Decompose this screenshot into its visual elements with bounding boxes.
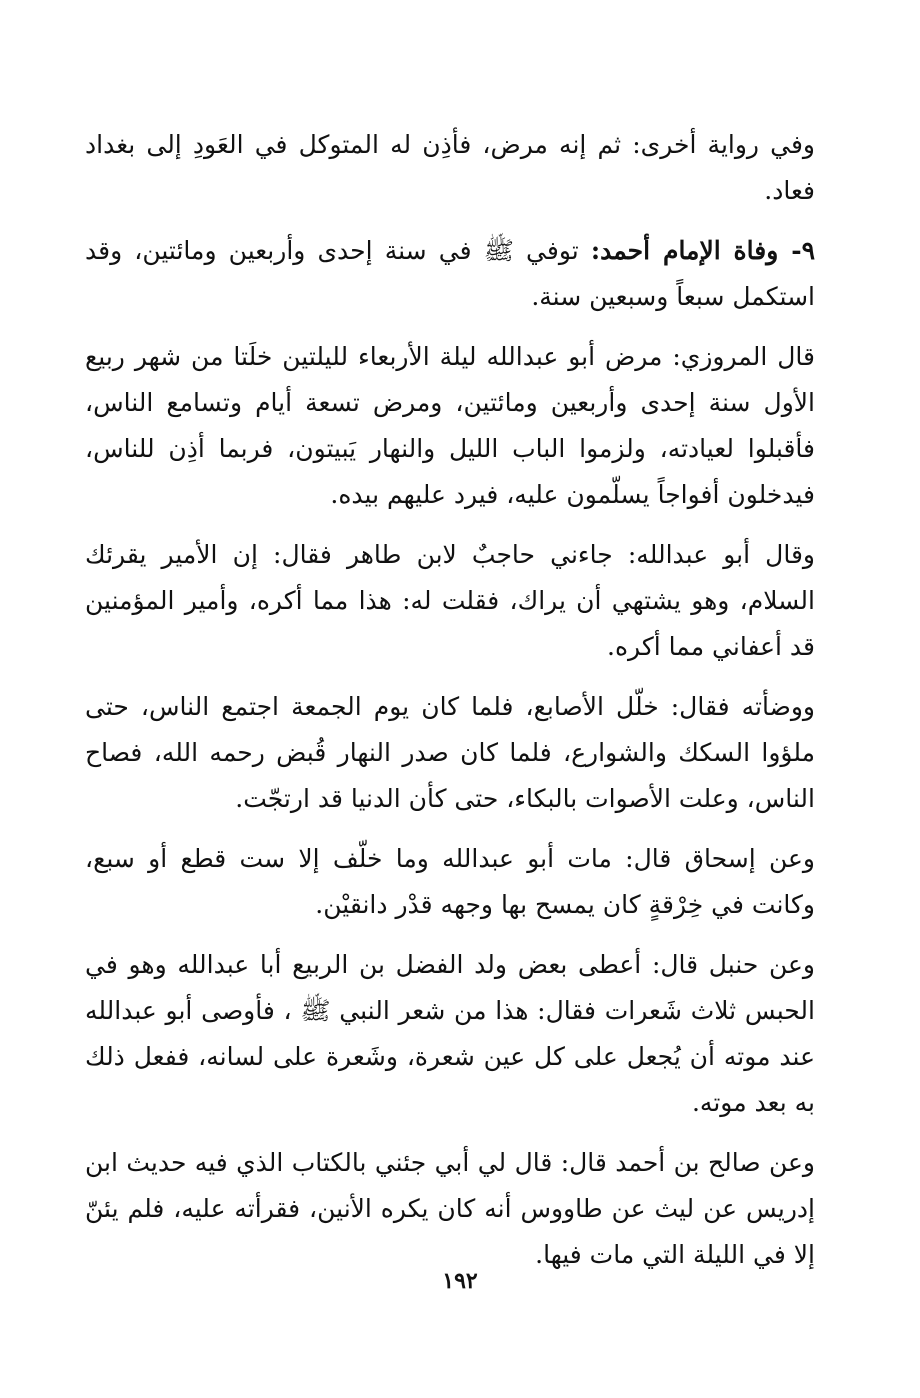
paragraph-text: وعن حنبل قال: أعطى بعض ولد الفضل بن الربيع أبا عبدالله وهو في الحبس ثلاث شَعرات فقال: هذا من شعر النبي ﷺ ، فأوصى أبو عبدالله عند موته أن يُجعل على كل عين شعرة، وشَعرة على لسانه، ففعل ذلك به بعد موته. [85,950,815,1117]
paragraph-ishaq [85,836,815,928]
paragraph-other-narration [85,122,815,214]
paragraph-ablution [85,684,815,822]
paragraph-hanbal [85,942,815,1126]
paragraph-text: وعن صالح بن أحمد قال: قال لي أبي جئني بالكتاب الذي فيه حديث ابن إدريس عن ليث عن طاووس أنه كان يكره الأنين، فقرأته عليه، فلم يئنّ إلا في الليلة التي مات فيها. [85,1148,815,1269]
page-number: ١٩٢ [442,1268,478,1294]
paragraph-text: قال المروزي: مرض أبو عبدالله ليلة الأربعاء لليلتين خلَتا من شهر ربيع الأول سنة إحدى وأربعين ومائتين، ومرض تسعة أيام وتسامع الناس، فأقبلوا لعيادته، ولزموا الباب الليل والنهار يَبيتون، فربما أذِن للناس، فيدخلون أفواجاً يسلّمون عليه، فيرد عليهم بيده. [85,342,815,509]
paragraph-death-of-imam-ahmad [85,228,815,320]
paragraph-marwazi [85,334,815,518]
paragraph-salih-ibn-ahmad [85,1140,815,1278]
paragraph-text: وفي رواية أخرى: ثم إنه مرض، فأذِن له المتوكل في العَودِ إلى بغداد فعاد. [85,130,815,205]
section-heading: ٩- وفاة الإمام أحمد: [590,236,816,265]
page-body [85,122,815,1292]
paragraph-text: ووضأته فقال: خلّل الأصابع، فلما كان يوم الجمعة اجتمع الناس، حتى ملؤوا السكك والشوارع، فلما كان صدر النهار قُبض رحمه الله، فصاح الناس، وعلت الأصوات بالبكاء، حتى كأن الدنيا قد ارتجّت. [85,692,815,813]
paragraph-text: وقال أبو عبدالله: جاءني حاجبٌ لابن طاهر فقال: إن الأمير يقرئك السلام، وهو يشتهي أن يراك، فقلت له: هذا مما أكره، وأمير المؤمنين قد أعفاني مما أكره. [85,540,815,661]
paragraph-abu-abdullah-chamberlain [85,532,815,670]
paragraph-text: توفي ﷺ في سنة إحدى وأربعين ومائتين، وقد استكمل سبعاً وسبعين سنة. [85,236,815,311]
paragraph-text: وعن إسحاق قال: مات أبو عبدالله وما خلّف إلا ست قطع أو سبع، وكانت في خِرْقةٍ كان يمسح بها وجهه قدْر دانقيْن. [85,844,815,919]
